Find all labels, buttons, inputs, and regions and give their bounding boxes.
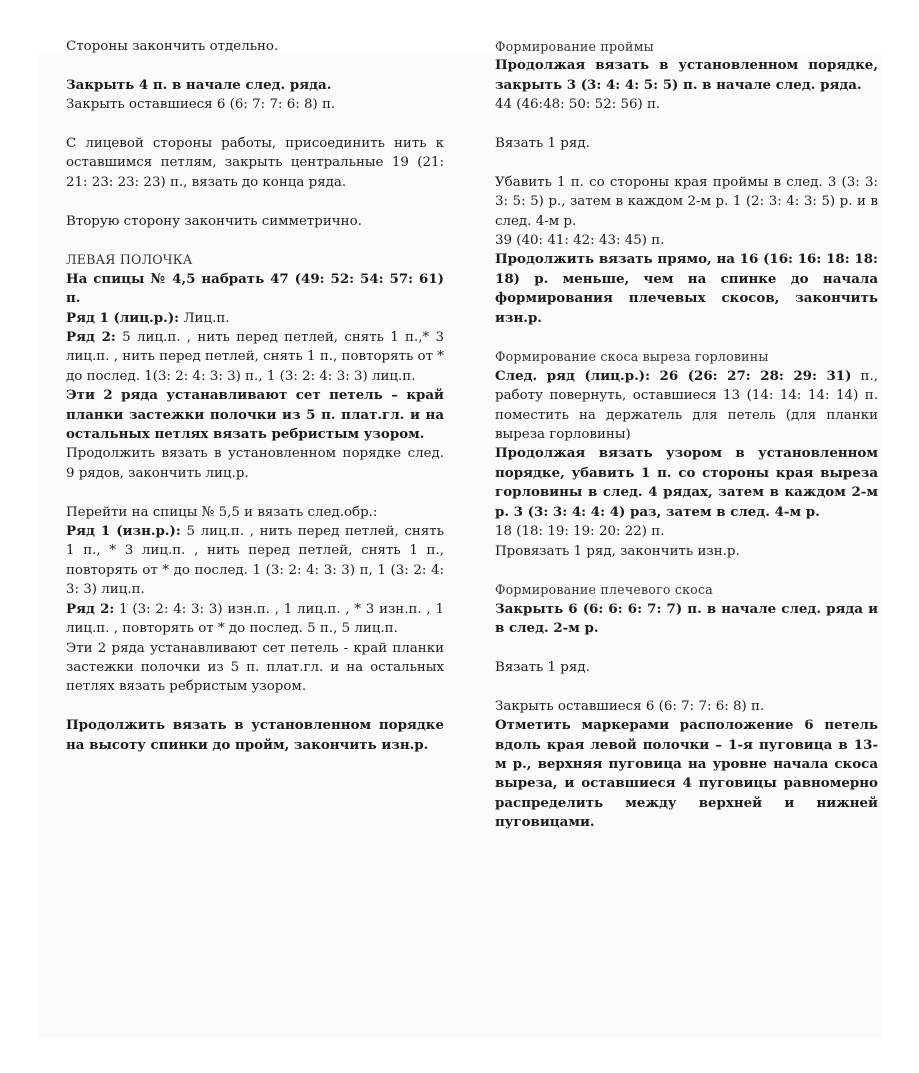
paragraph: Продолжить вязать в установленном порядке на высоту спинки до пройм, закончить изн.р. bbox=[66, 717, 444, 753]
paragraph: На спицы № 4,5 набрать 47 (49: 52: 54: 57: 61) п. bbox=[66, 270, 444, 307]
row-label: Ряд 2: bbox=[66, 329, 116, 346]
row-text: 5 лиц.п. , нить перед петлей, снять 1 п.,* 3 лиц.п. , нить перед петлей, снять 1 п., повторять от * до послед. 1(3: 2: 4: 3: 3) п., 1 (3: 2: 4: 3: 3) лиц.п. bbox=[66, 330, 445, 384]
paragraph: Закрыть оставшиеся 6 (6: 7: 7: 6: 8) п. bbox=[495, 698, 765, 714]
paragraph: Продолжая вязать в установленном порядке, закрыть 3 (3: 4: 4: 5: 5) п. в начале след. ряда. bbox=[495, 57, 878, 93]
paragraph: Вторую сторону закончить симметрично. bbox=[66, 213, 362, 229]
row-text: 5 лиц.п. , нить перед петлей, снять 1 п., * 3 лиц.п. , нить перед петлей, снять 1 п., повторять от * до послед. 1 (3: 2: 4: 3: 3) п, 1 (3: 2: 4: 3: 3) лиц.п. bbox=[66, 524, 445, 598]
row-label: След. ряд (лиц.р.): 26 (26: 27: 28: 29: 31) bbox=[495, 367, 852, 384]
row-text: 1 (3: 2: 4: 3: 3) изн.п. , 1 лиц.п. , * 3 изн.п. , 1 лиц.п. , повторять от * до послед. 5 п., 5 лиц.п. bbox=[66, 601, 444, 637]
paragraph: Продолжить вязать прямо, на 16 (16: 16: 18: 18: 18) р. меньше, чем на спинке до начала формирования плечевых скосов, закончить изн.р. bbox=[495, 251, 878, 326]
paragraph: Продолжить вязать в установленном порядке след. 9 рядов, закончить лиц.р. bbox=[66, 446, 444, 481]
paragraph bbox=[66, 309, 444, 328]
paragraph: Отметить маркерами расположение 6 петель вдоль края левой полочки – 1-я пуговица в 13-м р., верхняя пуговица на уровне начала скоса выреза, и оставшиеся 4 пуговицы равномерно распределить между верхней и нижней пуговицами. bbox=[495, 717, 878, 831]
paragraph: Продолжая вязать узором в установленном порядке, убавить 1 п. со стороны края выреза горловины в след. 4 рядах, затем в каждом 2-м р. 3 (3: 3: 4: 4: 4) раз, затем в след. 4-м р. bbox=[495, 445, 878, 520]
row-label: Ряд 1 (лиц.р.): bbox=[66, 309, 180, 326]
section-heading: ЛЕВАЯ ПОЛОЧКА bbox=[66, 252, 193, 268]
paragraph: Эти 2 ряда устанавливают сет петель - край планки застежки полочки из 5 п. плат.гл. и на остальных петлях вязать ребристым узором. bbox=[66, 640, 444, 695]
paragraph: Закрыть 6 (6: 6: 6: 7: 7) п. в начале след. ряда и в след. 2-м р. bbox=[495, 600, 878, 637]
paragraph bbox=[66, 522, 444, 600]
paragraph: Эти 2 ряда устанавливают сет петель – край планки застежки полочки из 5 п. плат.гл. и на остальных петлях вязать ребристым узором. bbox=[66, 387, 444, 443]
row-text: Лиц.п. bbox=[179, 310, 230, 326]
paragraph: Провязать 1 ряд, закончить изн.р. bbox=[495, 543, 740, 559]
row-text: п., работу повернуть, оставшиеся 13 (14: 14: 14: 14) п. поместить на держатель для петель (для планки выреза горловины) bbox=[495, 368, 878, 443]
right-column bbox=[495, 37, 878, 833]
paragraph: Убавить 1 п. со стороны края проймы в след. 3 (3: 3: 3: 5: 5) р., затем в каждом 2-м р. 1 (2: 3: 4: 3: 5) р. и в след. 4-м р. bbox=[495, 174, 878, 229]
paragraph bbox=[66, 328, 444, 386]
paragraph: 39 (40: 41: 42: 43: 45) п. bbox=[495, 233, 665, 249]
section-heading: Формирование скоса выреза горловины bbox=[495, 349, 769, 365]
paragraph: Стороны закончить отдельно. bbox=[66, 39, 279, 54]
paragraph: С лицевой стороны работы, присоединить нить к оставшимся петлям, закрыть центральные 19 (21: 21: 23: 23: 23) п., вязать до конца ряда. bbox=[66, 136, 444, 190]
paragraph: 18 (18: 19: 19: 20: 22) п. bbox=[495, 524, 665, 540]
section-heading: Формирование плечевого скоса bbox=[495, 582, 713, 598]
paragraph bbox=[495, 367, 878, 445]
paragraph: 44 (46:48: 50: 52: 56) п. bbox=[495, 97, 661, 113]
paragraph: Закрыть оставшиеся 6 (6: 7: 7: 6: 8) п. bbox=[66, 97, 336, 113]
row-label: Ряд 1 (изн.р.): bbox=[66, 523, 181, 540]
paragraph: Закрыть 4 п. в начале след. ряда. bbox=[66, 76, 332, 93]
section-heading: Формирование проймы bbox=[495, 39, 654, 54]
paragraph: Вязать 1 ряд. bbox=[495, 659, 590, 675]
paragraph: Перейти на спицы № 5,5 и вязать след.обр.: bbox=[66, 504, 378, 520]
left-column bbox=[66, 37, 444, 755]
row-label: Ряд 2: bbox=[66, 600, 115, 617]
paragraph bbox=[66, 600, 444, 639]
paragraph: Вязать 1 ряд. bbox=[495, 136, 590, 152]
